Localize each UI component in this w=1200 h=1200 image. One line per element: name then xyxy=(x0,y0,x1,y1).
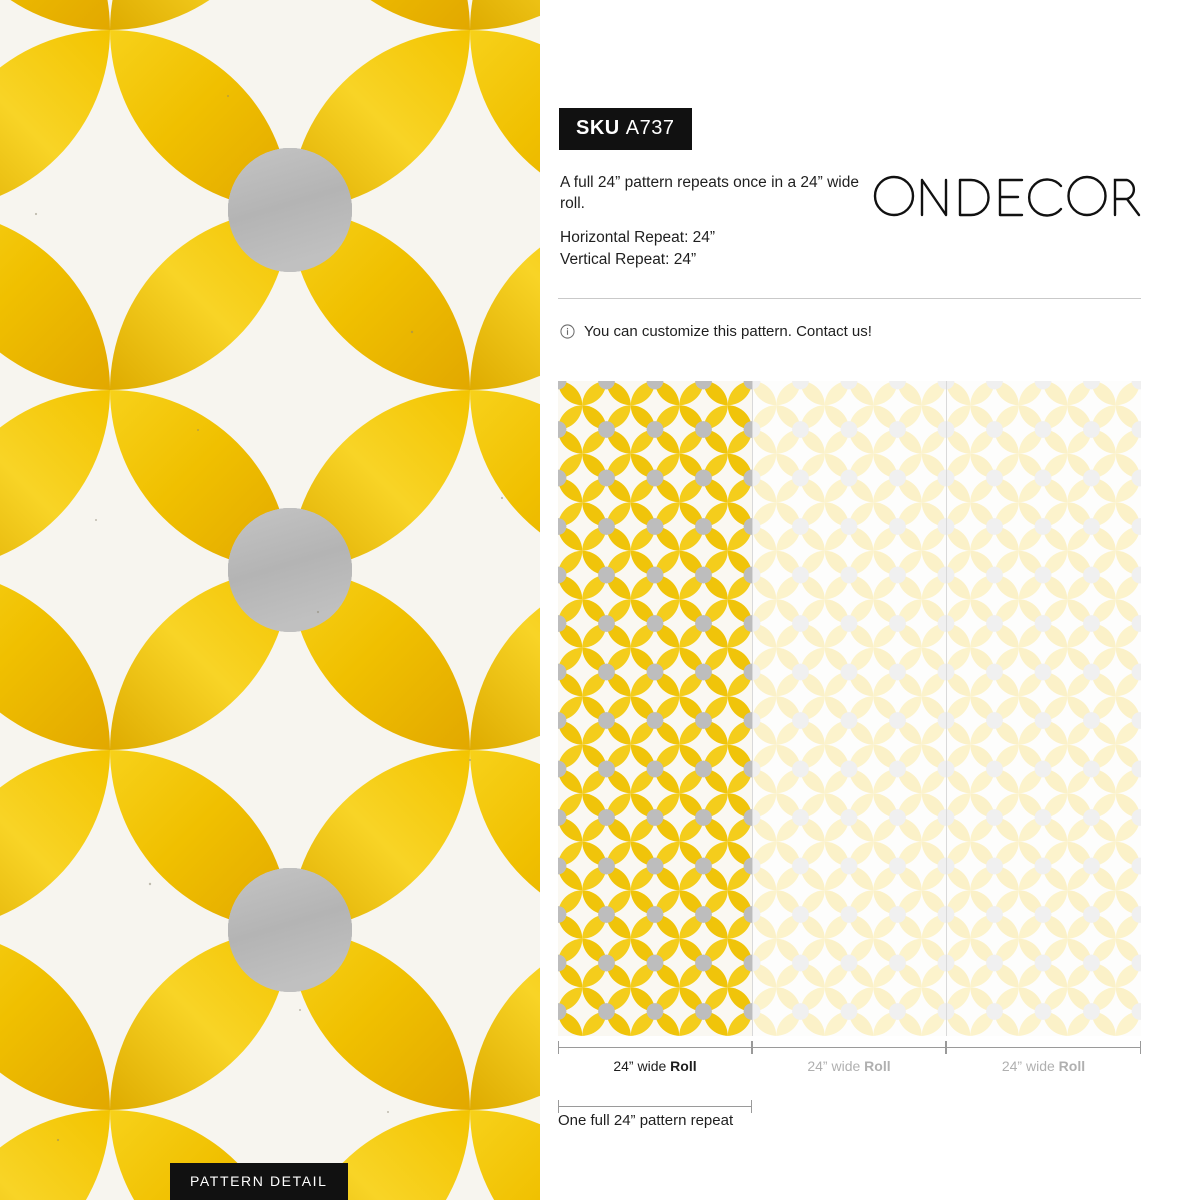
sku-badge xyxy=(559,108,692,150)
brand-logo xyxy=(872,168,1142,224)
sku-value: A737 xyxy=(625,117,675,139)
pattern-detail-artwork xyxy=(0,0,540,1200)
pattern-detail-badge: PATTERN DETAIL xyxy=(170,1163,348,1200)
vertical-repeat: Vertical Repeat: 24” xyxy=(560,251,697,268)
roll-panel-3 xyxy=(946,381,1141,1036)
full-repeat-note: One full 24” pattern repeat xyxy=(558,1112,734,1129)
info-panel xyxy=(540,0,1200,1200)
info-icon xyxy=(560,324,575,339)
roll-measure-label-1: 24” wide Roll xyxy=(613,1058,697,1074)
roll-artwork-2 xyxy=(752,381,946,1036)
roll-divider-2 xyxy=(946,381,947,1036)
pattern-description: A full 24” pattern repeats once in a 24” wide roll. xyxy=(560,174,859,212)
sku-label: SKU xyxy=(576,117,620,139)
roll-measure-1 xyxy=(558,1041,752,1074)
roll-measure-label-3: 24” wide Roll xyxy=(1001,1058,1086,1074)
roll-panel-1 xyxy=(558,381,752,1036)
roll-divider-1 xyxy=(752,381,753,1036)
section-divider xyxy=(558,298,1141,299)
roll-measure-label-2: 24” wide Roll xyxy=(807,1058,891,1074)
horizontal-repeat: Horizontal Repeat: 24” xyxy=(560,229,716,246)
roll-measure-2 xyxy=(752,1041,946,1074)
pattern-detail-panel xyxy=(0,0,540,1200)
customize-text: You can customize this pattern. Contact us! xyxy=(584,323,872,340)
roll-preview xyxy=(558,381,1141,1036)
roll-panel-2 xyxy=(752,381,946,1036)
roll-artwork-1 xyxy=(558,381,752,1036)
repeat-info xyxy=(560,227,715,271)
customize-notice[interactable] xyxy=(560,323,872,340)
roll-artwork-3 xyxy=(946,381,1141,1036)
roll-measure-3 xyxy=(946,1041,1141,1074)
